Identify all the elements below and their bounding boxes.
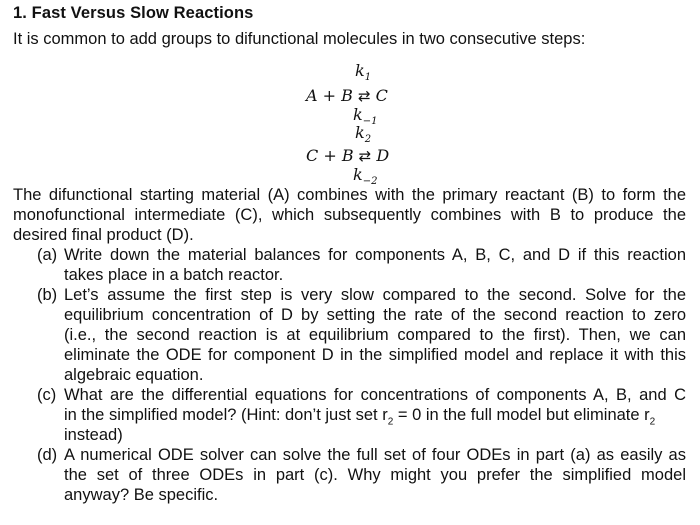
reaction-2-lhs: C + B <box>306 146 354 165</box>
reaction-1-rhs: C <box>375 86 388 105</box>
rate-constant-k-1: $k_{-1}$ <box>353 105 378 128</box>
part-b-line-5: algebraic equation. <box>64 366 204 384</box>
part-c-line-1: What are the differential equations for concentrations of components A, B, and C <box>64 386 686 404</box>
rate-constant-k1: $k_1$ <box>355 61 372 84</box>
reaction-2-rhs: D <box>376 146 390 165</box>
reaction-1-equation <box>306 87 388 105</box>
intro-text: It is common to add groups to difunctional molecules in two consecutive steps: <box>13 30 586 48</box>
rate-constant-k-2: $k_{-2}$ <box>353 165 378 188</box>
part-c-line-3: instead) <box>64 426 123 444</box>
part-b-line-2: equilibrium concentration of D by setting the rate of the second reaction to zero <box>64 306 686 324</box>
part-b-line-1: Let’s assume the first step is very slow compared to the second. Solve for the <box>64 286 686 304</box>
rate-constant-k2: $k_2$ <box>355 123 372 146</box>
part-b-line-4: eliminate the ODE for component D in the simplified model and replace it with this <box>64 346 686 364</box>
part-a-line-1: Write down the material balances for components A, B, C, and D if this reaction <box>64 246 686 264</box>
paragraph-line-3: desired final product (D). <box>13 226 194 244</box>
reaction-1-lhs: A + B <box>306 86 353 105</box>
part-c-line-2: in the simplified model? (Hint: don’t just set $r_2 = 0$ in the full model but eliminate $r_2$ <box>64 406 656 428</box>
paragraph-line-2: monofunctional intermediate (C), which subsequently combines with B to produce the <box>13 206 686 224</box>
part-b-marker: (b) <box>37 286 58 304</box>
part-a-marker: (a) <box>37 246 58 264</box>
part-c-marker: (c) <box>37 386 57 404</box>
part-d-line-2: the set of three ODEs in part (c). Why might you prefer the simplified model <box>64 466 686 484</box>
part-d-line-3: anyway? Be specific. <box>64 486 219 504</box>
part-b-line-3: (i.e., the second reaction is at equilibrium compared to the first). Then, we can <box>64 326 686 344</box>
reaction-2-equation <box>306 147 389 165</box>
equilibrium-arrow-icon: ⇄ <box>358 147 372 165</box>
part-d-marker: (d) <box>37 446 58 464</box>
equilibrium-arrow-icon: ⇄ <box>357 87 371 105</box>
problem-heading: 1. Fast Versus Slow Reactions <box>13 4 254 22</box>
paragraph-line-1: The difunctional starting material (A) combines with the primary reactant (B) to form the <box>13 186 686 204</box>
part-d-line-1: A numerical ODE solver can solve the full set of four ODEs in part (a) as easily as <box>64 446 686 464</box>
part-a-line-2: takes place in a batch reactor. <box>64 266 284 284</box>
